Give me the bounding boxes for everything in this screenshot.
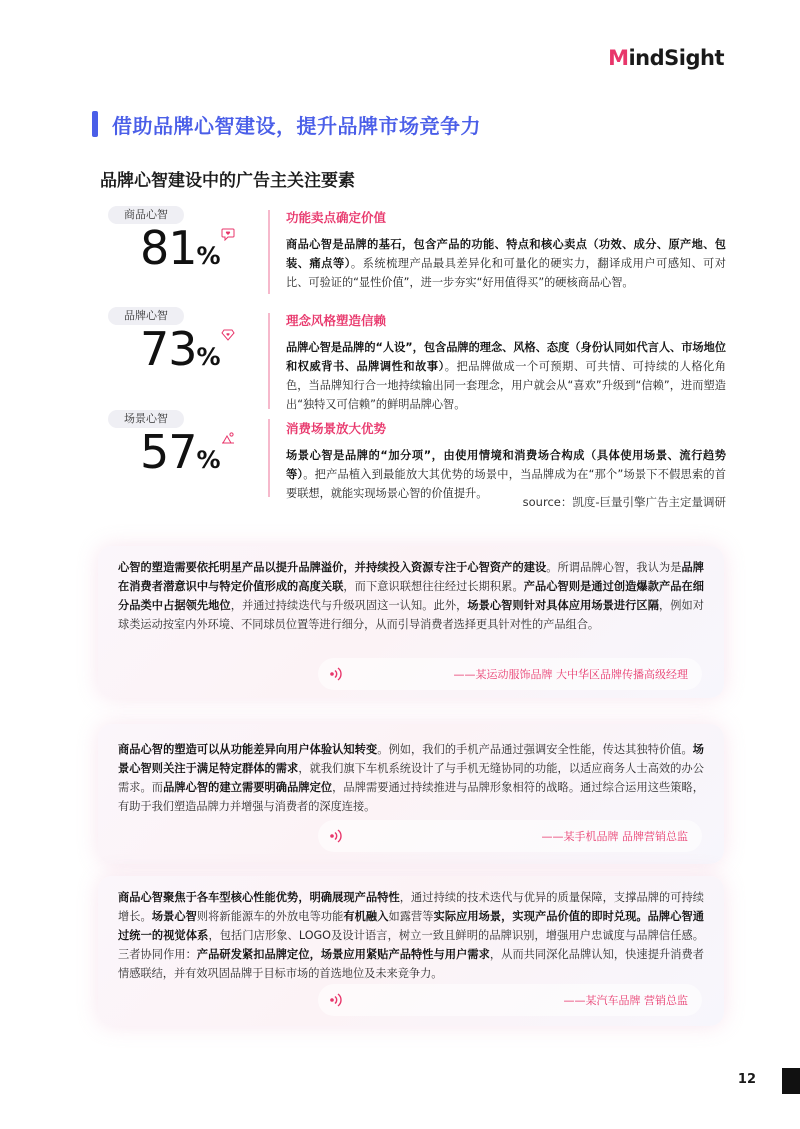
section-title: 品牌心智建设中的广告主关注要素 <box>100 171 355 191</box>
attr-body: 品牌心智是品牌的“人设”，包含品牌的理念、风格、态度（身份认同如代言人、市场地位和权威背书、品牌调性和故事）。把品牌做成一个可预期、可共情、可持续的人格化角色，当品牌知行合一地持续输出同一套理念，用户就会从“喜欢”升级到“信赖”，进而塑造出“独特又可信赖”的鲜明品牌心智。 <box>286 341 726 411</box>
source-note: source：凯度-巨量引擎广告主定量调研 <box>522 495 726 509</box>
quote-emphasis: 商品心智的塑造可以从功能差异向用户体验认知转变 <box>118 743 378 756</box>
quote-run: 。所谓品牌心智，我认为是 <box>546 561 682 574</box>
quote-signature: ——某手机品牌 品牌营销总监 <box>541 830 688 843</box>
quote-signature-row <box>318 820 702 852</box>
quote-run: ，从而共同深化品牌认知，快速提升消费者情感联结，并有效巩固品牌于目标市场的首选地位及未来竞争力。 <box>118 948 704 980</box>
quote-run: ，品牌需要通过持续推进与品牌形象相符的战略。通过综合运用这些策略，有助于我们塑造品牌力并增强与消费者的深度连接。 <box>118 781 704 813</box>
attr-heading: 消费场景放大优势 <box>286 421 387 436</box>
scene-icon <box>221 431 235 445</box>
divider <box>268 419 270 497</box>
stat-value: 73% <box>140 322 220 376</box>
stat-block-product <box>108 203 263 298</box>
stat-block-scene <box>108 407 263 502</box>
divider <box>268 313 270 409</box>
quote-run: 则将新能源车的外放电等功能 <box>196 910 344 923</box>
quote-run: 如露营等 <box>388 910 434 923</box>
quote-text <box>118 740 704 816</box>
stat-value: 57% <box>140 425 220 479</box>
quote-emphasis: 有机融入 <box>343 910 389 923</box>
stat-block-brand <box>108 304 263 399</box>
quote-text <box>118 888 704 983</box>
page-edge-marker <box>782 1068 800 1094</box>
logo-m: M <box>608 46 629 70</box>
quote-signature-row <box>318 658 702 690</box>
sound-wave-icon <box>328 828 344 844</box>
quote-run: ，而下意识联想往往经过长期积累。 <box>343 580 524 593</box>
divider <box>268 210 270 294</box>
stat-pill: 商品心智 <box>108 206 184 224</box>
quote-card-phone <box>98 724 724 864</box>
logo-text: indSight <box>628 46 724 70</box>
attr-body: 商品心智是品牌的基石，包含产品的功能、特点和核心卖点（功效、成分、原产地、包装、痛点等）。系统梳理产品最具差异化和可量化的硬实力，翻译成用户可感知、可对比、可验证的“显性价值”，进一步夯实“好用值得买”的硬核商品心智。 <box>286 238 726 289</box>
stat-pill: 品牌心智 <box>108 307 184 325</box>
sound-wave-icon <box>328 992 344 1008</box>
quote-run: ，并通过持续迭代与升级巩固这一认知。此外， <box>230 599 468 612</box>
quote-run: ，就我们旗下车机系统设计了与手机无缝协同的功能，以适应商务人士高效的办公需求。而 <box>118 762 704 794</box>
quote-signature: ——某汽车品牌 营销总监 <box>563 994 688 1007</box>
attr-brand <box>286 311 726 414</box>
attr-heading: 功能卖点确定价值 <box>286 210 387 225</box>
mindsight-logo <box>608 46 724 70</box>
title-accent-bar <box>92 111 98 137</box>
stat-value: 81% <box>140 221 220 275</box>
quote-emphasis: 品牌在消费者潜意识中与特定价值形成的高度关联 <box>118 561 704 593</box>
quote-emphasis: 商品心智聚焦于各车型核心性能优势，明确展现产品特性 <box>118 891 400 904</box>
diamond-heart-icon <box>221 328 235 342</box>
quote-run: ，通过持续的技术迭代与优异的质量保障，支撑品牌的可持续增长。 <box>118 891 704 923</box>
page-title: 借助品牌心智建设，提升品牌市场竞争力 <box>112 114 481 138</box>
quote-card-sportswear <box>98 546 724 698</box>
quote-signature-row <box>318 984 702 1016</box>
quote-run: ，包括门店形象、LOGO及设计语言，树立一致且鲜明的品牌识别，增强用户忠诚度与品牌信任感。三者协同作用： <box>118 929 704 961</box>
quote-emphasis: 产品研发紧扣品牌定位，场景应用紧贴产品特性与用户需求 <box>196 948 490 961</box>
page-number: 12 <box>737 1072 756 1087</box>
attr-heading: 理念风格塑造信赖 <box>286 313 387 328</box>
stat-pill: 场景心智 <box>108 410 184 428</box>
quote-emphasis: 场景心智则关注于满足特定群体的需求 <box>118 743 704 775</box>
quote-emphasis: 品牌心智的建立需要明确品牌定位 <box>163 781 333 794</box>
quote-card-auto <box>98 876 724 1026</box>
quote-emphasis: 心智的塑造需要依托明星产品以提升品牌溢价，并持续投入资源专注于心智资产的建设 <box>118 561 547 574</box>
quote-run: 。例如，我们的手机产品通过强调安全性能，传达其独特价值。 <box>377 743 693 756</box>
quote-signature: ——某运动服饰品牌 大中华区品牌传播高级经理 <box>453 668 688 681</box>
attr-body: 场景心智是品牌的“加分项”，由使用情境和消费场合构成（具体使用场景、流行趋势等）。把产品植入到最能放大其优势的场景中，当品牌成为在“那个”场景下不假思索的首要联想，就能实现场景心智的价值提升。 <box>286 449 726 500</box>
quote-text <box>118 558 704 634</box>
sound-wave-icon <box>328 666 344 682</box>
quote-emphasis: 产品心智则是通过创造爆款产品在细分品类中占据领先地位 <box>118 580 704 612</box>
heart-chat-icon <box>221 227 235 241</box>
quote-emphasis: 场景心智 <box>151 910 197 923</box>
attr-scene <box>286 419 726 503</box>
attr-product <box>286 208 726 292</box>
quote-emphasis: 场景心智则针对具体应用场景进行区隔 <box>467 599 659 612</box>
quote-emphasis: 实际应用场景，实现产品价值的即时兑现。品牌心智通过统一的视觉体系 <box>118 910 704 942</box>
quote-run: ，例如对球类运动按室内外环境、不同球员位置等进行细分，从而引导消费者选择更具针对性的产品组合。 <box>118 599 704 631</box>
